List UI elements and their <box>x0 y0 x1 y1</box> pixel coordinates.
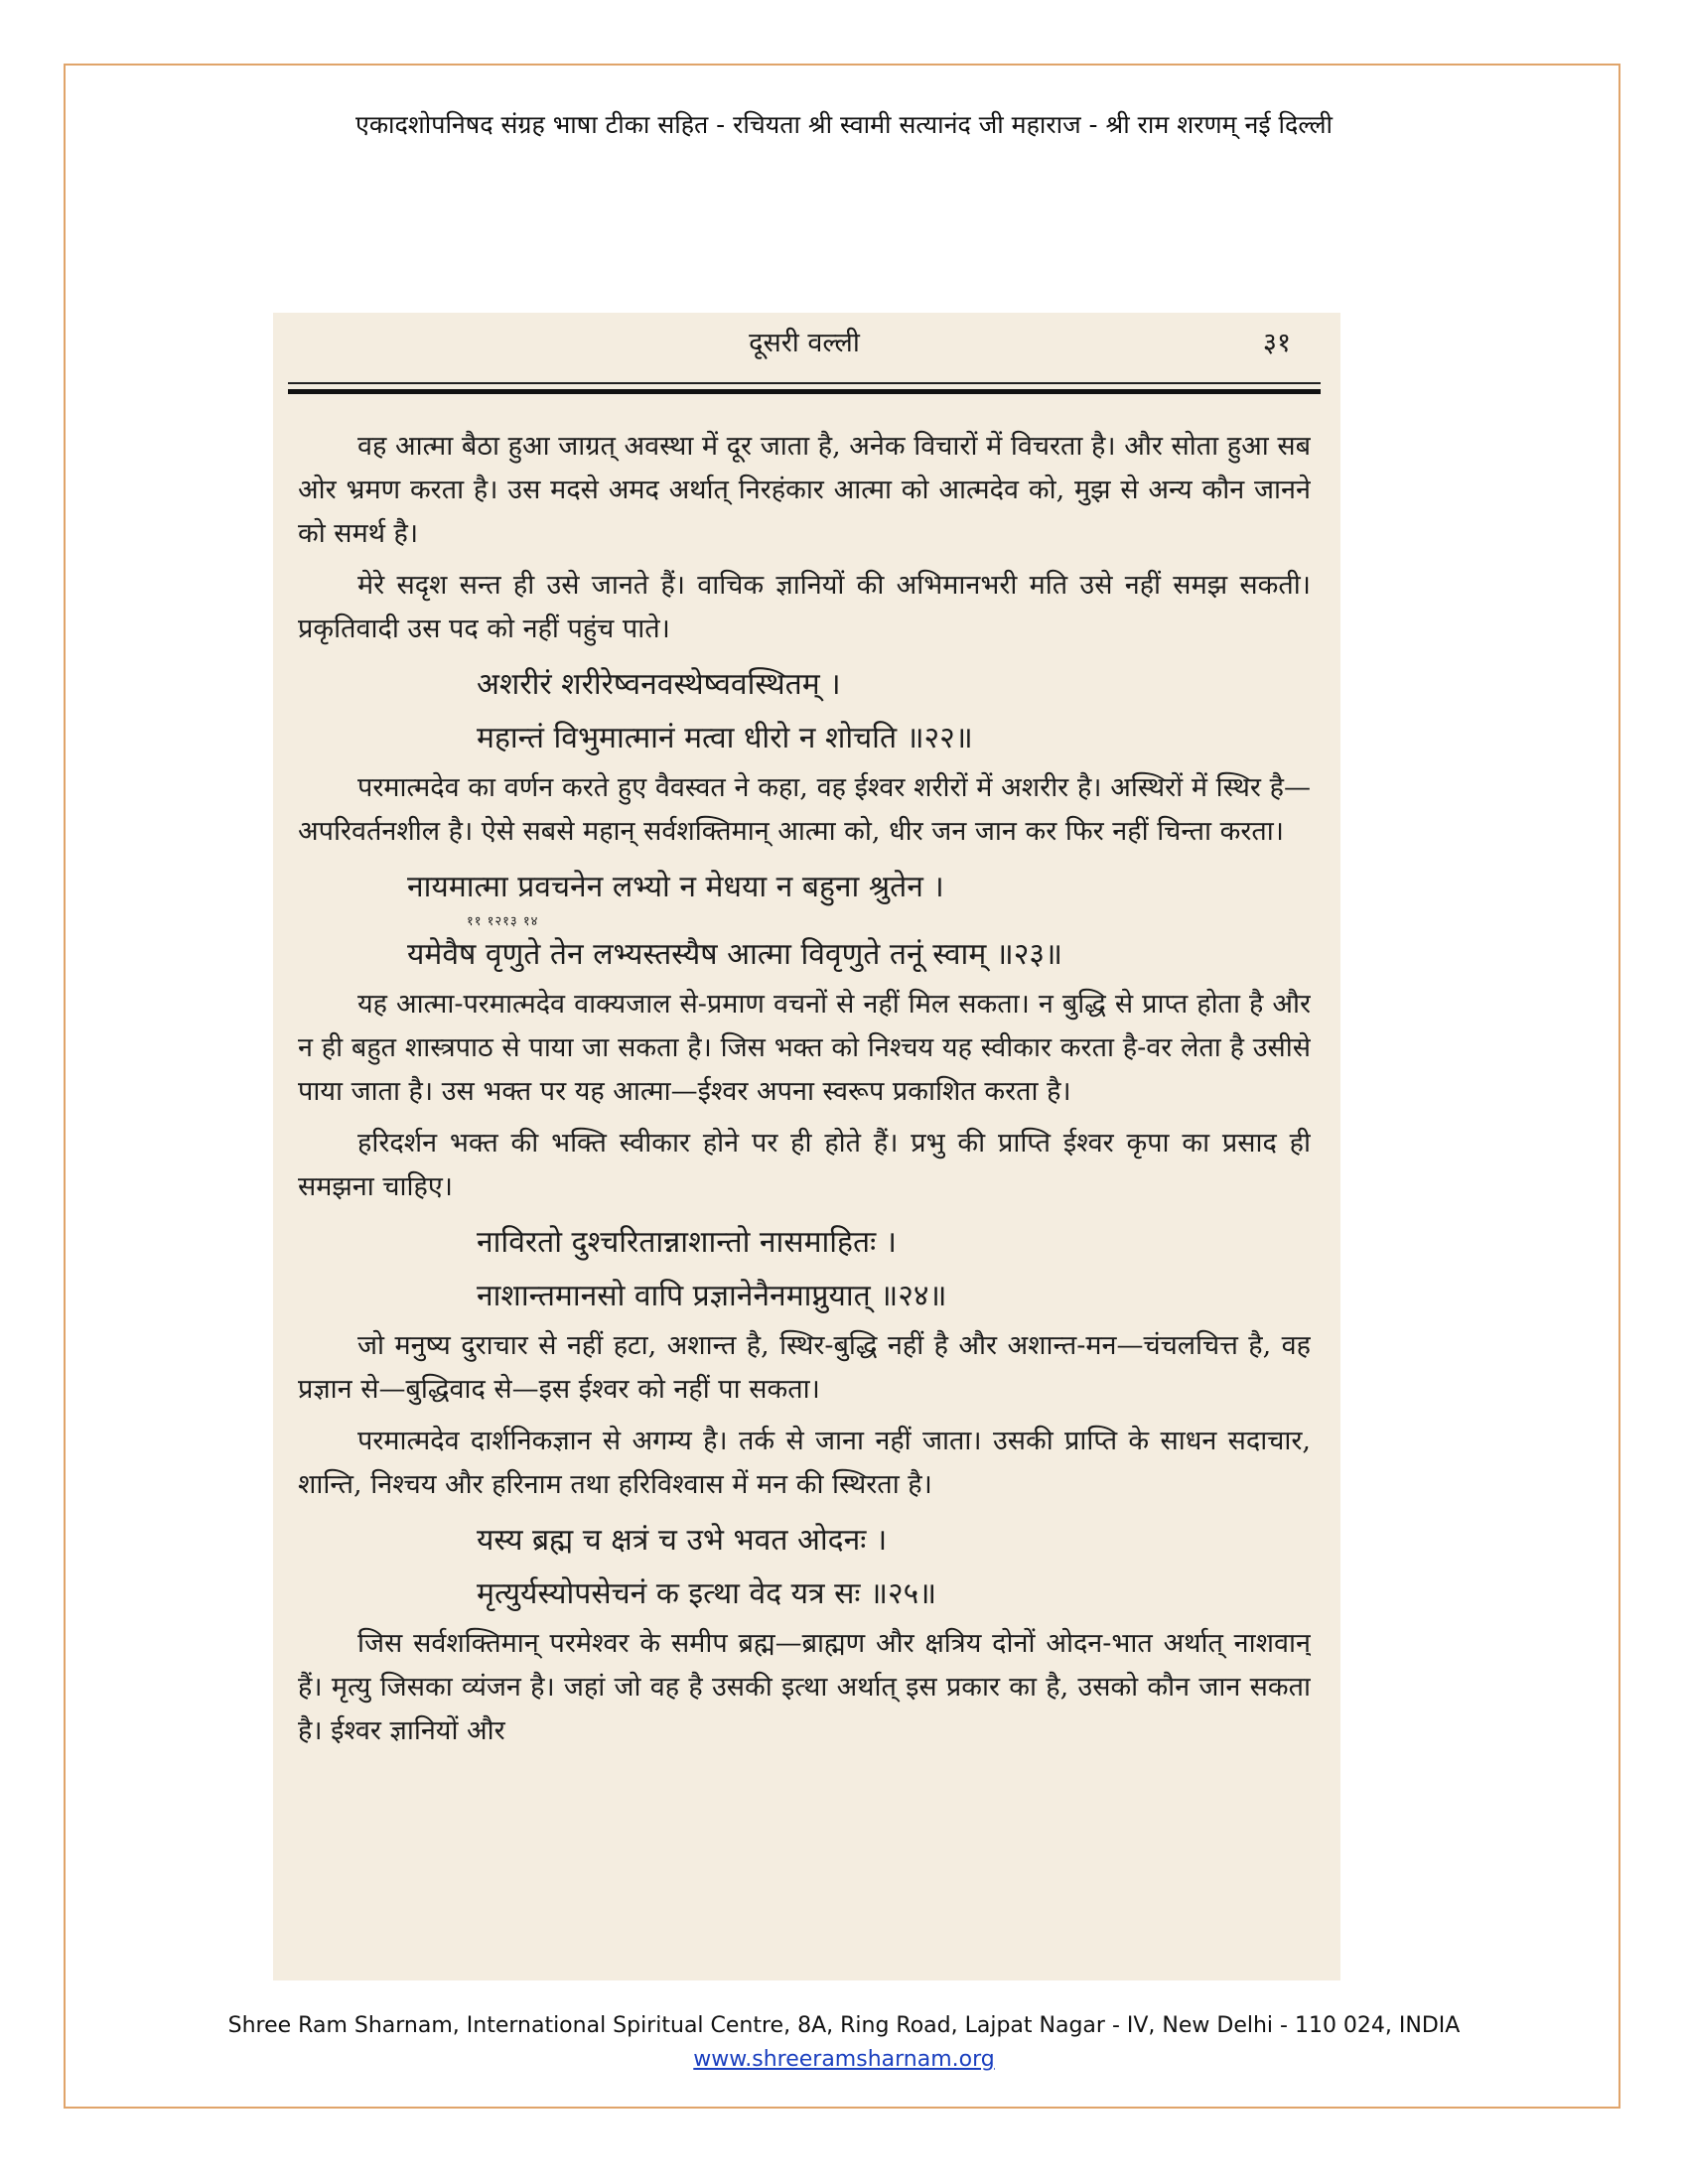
commentary-paragraph: हरिदर्शन भक्त की भक्ति स्वीकार होने पर ही होते हैं। प्रभु की प्राप्ति ईश्वर कृपा का प्रसाद ही समझना चाहिए। <box>298 1128 1311 1202</box>
running-head <box>288 318 1321 367</box>
verse-line: मृत्युर्यस्योपसेचनं क इत्था वेद यत्र सः ॥२५॥ <box>477 1576 937 1611</box>
verse-line: नाशान्तमानसो वापि प्रज्ञानेनैनमाप्नुयात् ॥२४॥ <box>477 1279 947 1313</box>
website-link[interactable]: www.shreeramsharnam.org <box>693 2047 995 2072</box>
word-index-numbers: ११ १२१३ १४ <box>467 914 539 929</box>
header-rule-thick <box>288 389 1321 394</box>
commentary-paragraph: वह आत्मा बैठा हुआ जाग्रत् अवस्था में दूर जाता है, अनेक विचारों में विचरता है। और सोता हुआ सब ओर भ्रमण करता है। उस मदसे अमद अर्थात् निरहंकार आत्मा को आत्मदेव को, मुझ से अन्य कौन जानने को समर्थ है। <box>298 431 1311 549</box>
verse-line: यस्य ब्रह्म च क्षत्रं च उभे भवत ओदनः । <box>477 1523 888 1558</box>
commentary-paragraph: जो मनुष्य दुराचार से नहीं हटा, अशान्त है, स्थिर-बुद्धि नहीं है और अशान्त-मन—चंचलचित्त है, वह प्रज्ञान से—बुद्धिवाद से—इस ईश्वर को नहीं पा सकता। <box>298 1330 1311 1405</box>
footer-website <box>0 2047 1688 2072</box>
commentary-paragraph: यह आत्मा-परमात्मदेव वाक्यजाल से-प्रमाण वचनों से नहीं मिल सकता। न बुद्धि से प्राप्त होता है और न ही बहुत शास्त्रपाठ से पाया जा सकता है। जिस भक्त को निश्चय यह स्वीकार करता है-वर लेता है उसीसे पाया जाता है। उस भक्त पर यह आत्मा—ईश्वर अपना स्वरूप प्रकाशित करता है। <box>298 989 1311 1107</box>
verse-line: अशरीरं शरीरेष्वनवस्थेष्ववस्थितम् । <box>477 667 841 702</box>
commentary-paragraph: मेरे सदृश सन्त ही उसे जानते हैं। वाचिक ज्ञानियों की अभिमानभरी मति उसे नहीं समझ सकती। प्रकृतिवादी उस पद को नहीं पहुंच पाते। <box>298 570 1311 644</box>
verse-line: नायमात्मा प्रवचनेन लभ्यो न मेधया न बहुना श्रुतेन । <box>407 870 944 904</box>
commentary-paragraph: परमात्मदेव का वर्णन करते हुए वैवस्वत ने कहा, वह ईश्वर शरीरों में अशरीर है। अस्थिरों में स्थिर है—अपरिवर्तनशील है। ऐसे सबसे महान् सर्वशक्तिमान् आत्मा को, धीर जन जान कर फिर नहीं चिन्ता करता। <box>298 772 1311 847</box>
document-header-title: एकादशोपनिषद संग्रह भाषा टीका सहित - रचियता श्री स्वामी सत्यानंद जी महाराज - श्री राम शरणम् नई दिल्ली <box>355 110 1333 139</box>
page-number: ३१ <box>1262 328 1291 358</box>
commentary-paragraph: जिस सर्वशक्तिमान् परमेश्वर के समीप ब्रह्म—ब्राह्मण और क्षत्रिय दोनों ओदन-भात अर्थात् नाशवान् हैं। मृत्यु जिसका व्यंजन है। जहां जो वह है उसकी इत्था अर्थात् इस प्रकार का है, उसको कौन जान सकता है। ईश्वर ज्ञानियों और <box>298 1628 1311 1746</box>
verse-line: यमेवैष वृणुते तेन लभ्यस्तस्यैष आत्मा विवृणुते तनूं स्वाम् ॥२३॥ <box>407 937 1062 972</box>
verse-line: नाविरतो दुश्चरितान्नाशान्तो नासमाहितः । <box>477 1225 898 1260</box>
running-head-title: दूसरी वल्ली <box>749 328 860 358</box>
verse-line: महान्तं विभुमात्मानं मत्वा धीरो न शोचति ॥२२॥ <box>477 721 973 755</box>
commentary-paragraph: परमात्मदेव दार्शनिकज्ञान से अगम्य है। तर्क से जाना नहीं जाता। उसकी प्राप्ति के साधन सदाचार, शान्ति, निश्चय और हरिनाम तथा हरिविश्वास में मन की स्थिरता है। <box>298 1426 1311 1500</box>
page-content <box>298 425 1311 1964</box>
header-rule-thin <box>288 382 1321 384</box>
footer-address: Shree Ram Sharnam, International Spiritual Centre, 8A, Ring Road, Lajpat Nagar - IV, New Delhi - 110 024, INDIA <box>227 2013 1461 2038</box>
